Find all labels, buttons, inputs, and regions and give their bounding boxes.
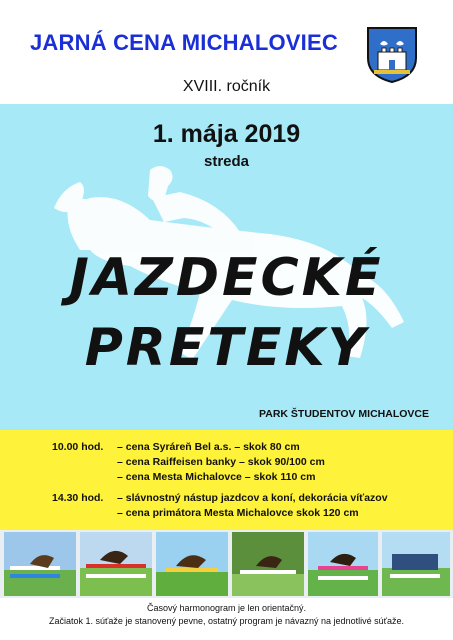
photo-5: [308, 532, 378, 596]
program-item: – cena primátora Mesta Michalovce skok 120 cm: [117, 507, 359, 519]
edition-label: XVIII. ročník: [182, 78, 271, 95]
photo-4: [232, 532, 304, 596]
program-time: 10.00 hod.: [52, 441, 104, 453]
headline-line1: JAZDECKÉ: [69, 248, 384, 308]
venue-label: PARK ŠTUDENTOV MICHALOVCE: [259, 408, 429, 420]
program-item: – cena Raiffeisen banky – skok 90/100 cm: [117, 456, 325, 468]
event-photo-strip: [0, 530, 453, 598]
program-item: – cena Syráreň Bel a.s. – skok 80 cm: [117, 441, 300, 453]
headline-line2: PRETEKY: [84, 318, 369, 378]
photo-2: [80, 532, 152, 596]
program-item: – slávnostný nástup jazdcov a koní, dekorácia víťazov: [117, 492, 388, 504]
poster-title: JARNÁ CENA MICHALOVIEC: [30, 30, 338, 55]
city-crest-icon: [366, 26, 418, 84]
program-time: 14.30 hod.: [52, 492, 104, 504]
program-item: – cena Mesta Michalovce – skok 110 cm: [117, 471, 316, 483]
event-weekday: streda: [203, 153, 250, 170]
photo-1: [4, 532, 76, 596]
schedule-note-detail: Začiatok 1. súťaže je stanovený pevne, ostatný program je návazný na jednotlivé súťaže.: [49, 616, 404, 626]
event-date: 1. mája 2019: [152, 120, 301, 148]
photo-6: [382, 532, 450, 596]
schedule-note: Časový harmonogram je len orientačný.: [146, 603, 307, 613]
photo-3: [156, 532, 228, 596]
